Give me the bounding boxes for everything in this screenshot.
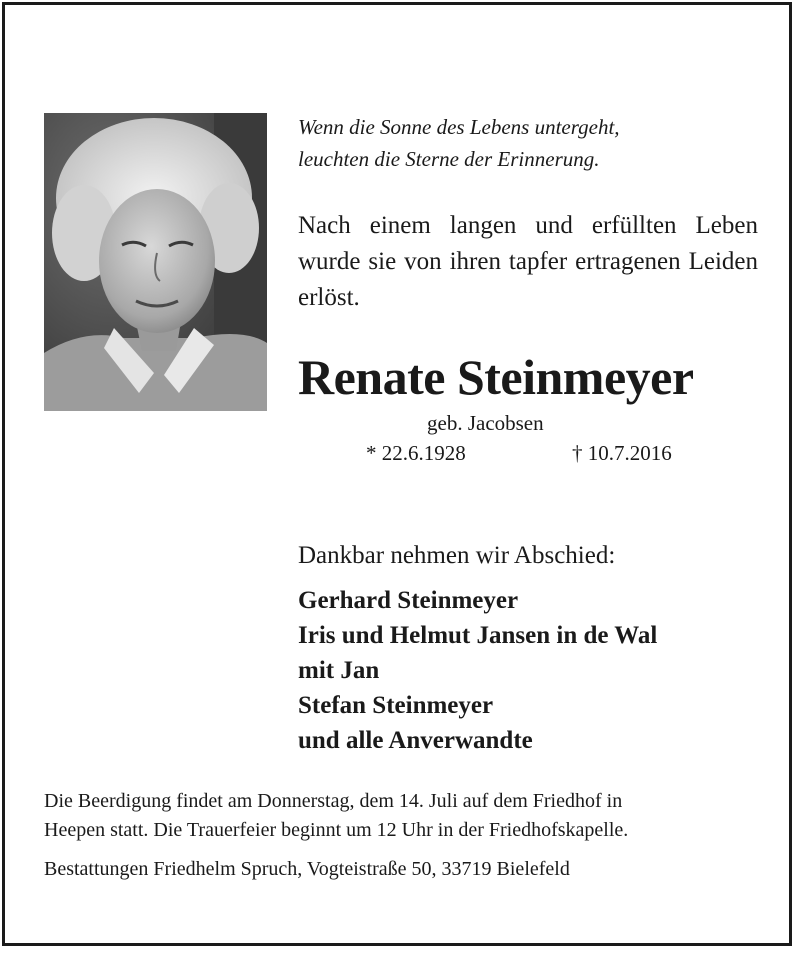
death-date: † 10.7.2016 xyxy=(572,441,672,465)
memorial-quote xyxy=(298,111,718,175)
portrait-photo xyxy=(44,113,267,411)
mourner-name: Stefan Steinmeyer xyxy=(298,692,494,719)
mourner-name: mit Jan xyxy=(298,657,380,684)
funeral-line: Heepen statt. Die Trauerfeier beginnt um 12 Uhr in der Friedhofskapelle. xyxy=(44,819,629,841)
funeral-details xyxy=(44,787,760,845)
birth-date: * 22.6.1928 xyxy=(366,441,466,465)
maiden-name: geb. Jacobsen xyxy=(427,411,544,435)
deceased-name: Renate Steinmeyer xyxy=(298,349,694,405)
quote-line: leuchten die Sterne der Erinnerung. xyxy=(298,147,600,171)
intro-text: Nach einem langen und erfüllten Leben wurde sie von ihren tapfer ertragenen Leiden erlöst. xyxy=(298,212,758,311)
mourner-name: Gerhard Steinmeyer xyxy=(298,587,519,614)
mourner-name: Iris und Helmut Jansen in de Wal xyxy=(298,622,658,649)
quote-line: Wenn die Sonne des Lebens untergeht, xyxy=(298,115,620,139)
farewell-heading: Dankbar nehmen wir Abschied: xyxy=(298,542,616,569)
mourner-name: und alle Anverwandte xyxy=(298,727,533,754)
funeral-line: Die Beerdigung findet am Donnerstag, dem 14. Juli auf dem Friedhof in xyxy=(44,790,623,812)
mourners-list xyxy=(298,583,657,758)
undertaker-info: Bestattungen Friedhelm Spruch, Vogteistraße 50, 33719 Bielefeld xyxy=(44,858,570,880)
